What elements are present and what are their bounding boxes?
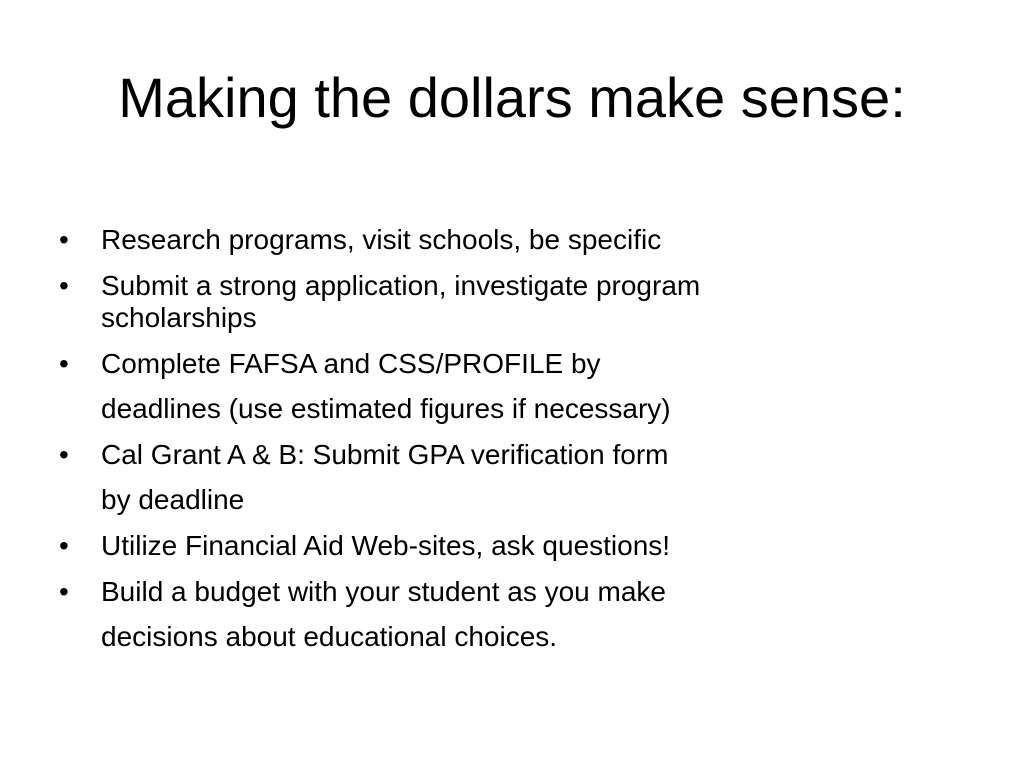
bullet-dot-icon: • [59, 348, 69, 379]
bullet-text-line: decisions about educational choices. [101, 621, 558, 652]
bullet-item [56, 270, 976, 334]
bullet-item [56, 348, 976, 425]
bullet-text-line: Cal Grant A & B: Submit GPA verification form [101, 439, 669, 470]
bullet-text-line: Build a budget with your student as you make [101, 576, 667, 607]
bullet-dot-icon: • [59, 530, 69, 561]
bullet-dot-icon: • [59, 224, 69, 255]
bullet-dot-icon: • [59, 270, 69, 301]
bullet-text-line: scholarships [101, 302, 257, 333]
bullet-dot-icon: • [59, 576, 69, 607]
bullet-text-line: deadlines (use estimated figures if necessary) [101, 393, 671, 424]
bullet-item [56, 530, 976, 562]
bullet-text-line: Submit a strong application, investigate program [101, 270, 701, 301]
slide-title: Making the dollars make sense: [118, 66, 906, 129]
bullet-item [56, 224, 976, 256]
bullet-text-line: Complete FAFSA and CSS/PROFILE by [101, 348, 601, 379]
bullet-dot-icon: • [59, 439, 69, 470]
bullet-text-line: Research programs, visit schools, be specific [101, 224, 662, 255]
bullet-list [56, 224, 976, 667]
bullet-text-line: Utilize Financial Aid Web-sites, ask questions! [101, 530, 671, 561]
bullet-item [56, 576, 976, 653]
bullet-item [56, 439, 976, 516]
bullet-text-line: by deadline [101, 484, 245, 515]
